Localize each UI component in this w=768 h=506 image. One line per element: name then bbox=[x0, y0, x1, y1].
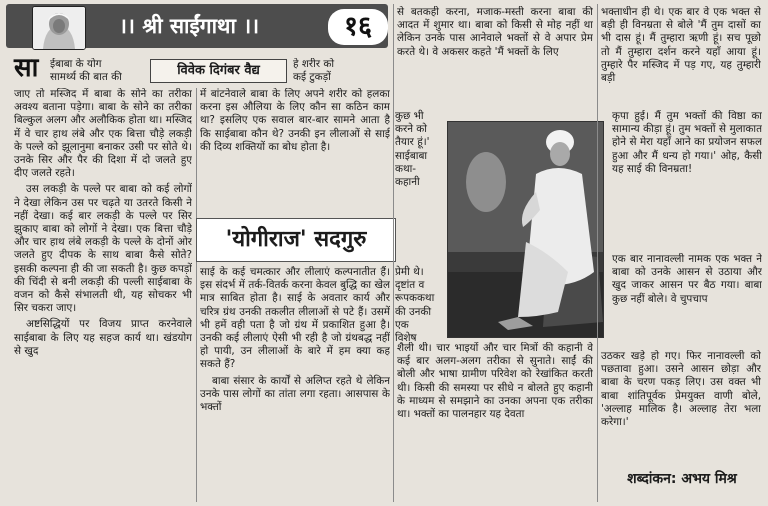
text-line: करने को bbox=[395, 123, 427, 136]
text-line: कुछ भी bbox=[395, 110, 424, 122]
text-line: एक bbox=[395, 318, 409, 331]
text-line: हे शरीर को bbox=[293, 58, 335, 70]
drop-cap: सा bbox=[14, 53, 39, 83]
column-rule bbox=[196, 88, 197, 502]
paragraph: एक बार नानावल्ली नामक एक भक्त ने बाबा को उनके आसन से उठाया और खुद जाकर आसन पर बैठ गया। बाबा कुछ नहीं बोले। वे चुपचाप bbox=[612, 253, 762, 305]
sai-baba-photo bbox=[447, 121, 604, 338]
paragraph: भक्ताधीन ही थे। एक बार वे एक भक्त से बड़ी ही विनम्रता से बोले 'मैं तुम दासों का भी दास हूं। मैं तुम्हारा ऋणी हूं। सच पूछो तो मैं तुम्हारा दर्शन करने यहाँ आया हूं। तुम्हारे पैर मस्जिद में पड़ गए, यह तुम्हारी बड़ी bbox=[601, 6, 761, 85]
column-3-top bbox=[397, 6, 593, 118]
column-4-top bbox=[601, 6, 761, 118]
column-3-narrow-b bbox=[395, 266, 445, 346]
column-banner bbox=[6, 4, 388, 48]
after-author-lines bbox=[293, 58, 345, 84]
column-3-bottom bbox=[397, 342, 593, 502]
byline: शब्दांकन: अभय मिश्र bbox=[627, 471, 737, 487]
column-4-narrow-b bbox=[612, 253, 762, 349]
text-line: तैयार हूं।' bbox=[395, 136, 430, 149]
column-1 bbox=[14, 88, 192, 502]
author-name: विवेक दिगंबर वैद्य bbox=[150, 59, 287, 83]
paragraph: उस लकड़ी के पल्ले पर बाबा को कई लोगों ने देखा लेकिन उस पर चढ़ते या उतरते किसी ने नहीं देखा। कई बार लकड़ी के पल्ले पर सिर झुकाए बाबा को लोगों ने देखा। एक बित्ता चौड़े और चार हाथ लंबे लकड़ी के पल्ले के दोनों ओर जलते हुए दीपक के साथ बाबा कैसे सोते? इसकी कल्पना ही की जा सकती है। कुछ कपड़ों की चिंदी से बनी लकड़ी की पल्ली साईबाबा के वजन को कैसे संभालती थी, यह सोचकर भी सिर चकरा जाए। bbox=[14, 183, 192, 315]
text-line: कहानी bbox=[395, 176, 420, 189]
text-line: कई टुकड़ों bbox=[293, 71, 331, 84]
headline: 'योगीराज' सदगुरु bbox=[196, 218, 396, 262]
paragraph: बाबा संसार के कार्यों से अलिप्त रहते थे लेकिन उनके पास लोगों का तांता लगा रहता। आसपास के भक्तों bbox=[200, 374, 390, 414]
intro-lines bbox=[50, 58, 145, 84]
text-line: विशेष bbox=[395, 332, 417, 345]
paragraph: में बांटनेवाले बाबा के लिए अपने शरीर को हलका करना इस औलिया के लिए कौन सा कठिन काम था? इसलिए एक सवाल बार-बार सामने आता है कि साईबाबा कौन थे? उनकी इन लीलाओं से साई की दिव्य शक्तियों का बोध होता है। bbox=[200, 88, 390, 153]
paragraph: से बतकही करना, मजाक-मस्ती करना बाबा की आदत में शुमार था। बाबा को किसी से मोह नहीं था लेकिन उनके पास आनेवाले भक्तों से वे अपार प्रेम करते थे। वे अकसर कहते 'मैं भक्तों के लिए bbox=[397, 6, 593, 58]
column-2-bottom bbox=[200, 266, 390, 502]
intro-line: ईबाबा के योग bbox=[50, 58, 102, 70]
text-line: प्रेमी थे। bbox=[395, 266, 424, 278]
paragraph: शैली थी। चार भाइयों और चार मित्रों की कहानी वे कई बार अलग-अलग तरीका से सुनाते। साईं की बोली और भाषा ग्रामीण परिवेश को रेखांकित करती थी। किसी की समस्या पर सीधे न बोलते हुए कहानी के माध्यम से समझाने का उनका अपना एक तरीका था। भक्तों का पालनहार यह देवता bbox=[397, 342, 593, 421]
intro-line: सामर्थ्य की बात की bbox=[50, 71, 122, 84]
column-3-narrow-a bbox=[395, 110, 445, 220]
paragraph: कृपा हुई। मैं तुम भक्तों की विष्ठा का सामान्य कीड़ा हूं। तुम भक्तों से मुलाकात होने से मेरा यहाँ आने का प्रयोजन सफल हुआ और मैं धन्य हो गया।' ओह, कैसी यह साई की विनम्रता! bbox=[612, 110, 762, 175]
paragraph: जाए तो मस्जिद में बाबा के सोने का तरीका अवश्य बताना पड़ेगा। बाबा के सोने का तरीका बिल्कुल अलग और अलौकिक होता था। मस्जिद में वे चार हाथ लंबे और एक बित्ता चौड़े लकड़ी के पल्ले को झूलानुमा बनाकर उसी पर सोते थे। उनके सिर और पैर की दिशा में दो जलते हुए दीए जलते रहते। bbox=[14, 88, 192, 180]
text-line: दृष्टांत व bbox=[395, 279, 425, 292]
episode-number: १६ bbox=[328, 9, 388, 45]
column-title: ।। श्री साईंगाथा ।। bbox=[119, 14, 260, 38]
text-line: रूपककथा bbox=[395, 292, 435, 305]
column-rule bbox=[393, 4, 394, 502]
text-line: की उनकी bbox=[395, 305, 432, 318]
text-line: साईबाबा bbox=[395, 149, 428, 162]
column-4-bottom bbox=[601, 350, 761, 466]
column-4-narrow bbox=[612, 110, 762, 250]
portrait-icon bbox=[32, 6, 86, 50]
column-2-top bbox=[200, 88, 390, 214]
paragraph: उठकर खड़े हो गए। फिर नानावल्ली को पछतावा हुआ। उसने आसन छोड़ा और बाबा के चरण पकड़ लिए। उस वक्त भी बाबा शांतिपूर्वक प्रेमयुक्त वाणी बोले, 'अल्लाह मालिक है। अल्लाह तेरा भला करेगा।' bbox=[601, 350, 761, 429]
paragraph: साई के कई चमत्कार और लीलाएं कल्पनातीत हैं। इस संदर्भ में तर्क-वितर्क करना केवल बुद्धि का खेल मात्र साबित होता है। साई के अवतार कार्य और चरित्र ग्रंथ उनकी तकलीत लीलाओं से पटे हैं। उसमें भी हमें वही पता है जो ग्रंथ में प्रकाशित हुआ है। उनकी कई लीलाएं ऐसी भी रही है जो ग्रंथबद्ध नहीं हो पायी, उन लीलाओं के बारे में हम क्या कह सकते हैं? bbox=[200, 266, 390, 371]
text-line: कथा- bbox=[395, 162, 417, 175]
paragraph: अष्टसिद्धियों पर विजय प्राप्त करनेवाले साईबाबा के लिए यह सहज कार्य था। खंडयोग से खुद bbox=[14, 318, 192, 357]
column-rule bbox=[597, 4, 598, 502]
